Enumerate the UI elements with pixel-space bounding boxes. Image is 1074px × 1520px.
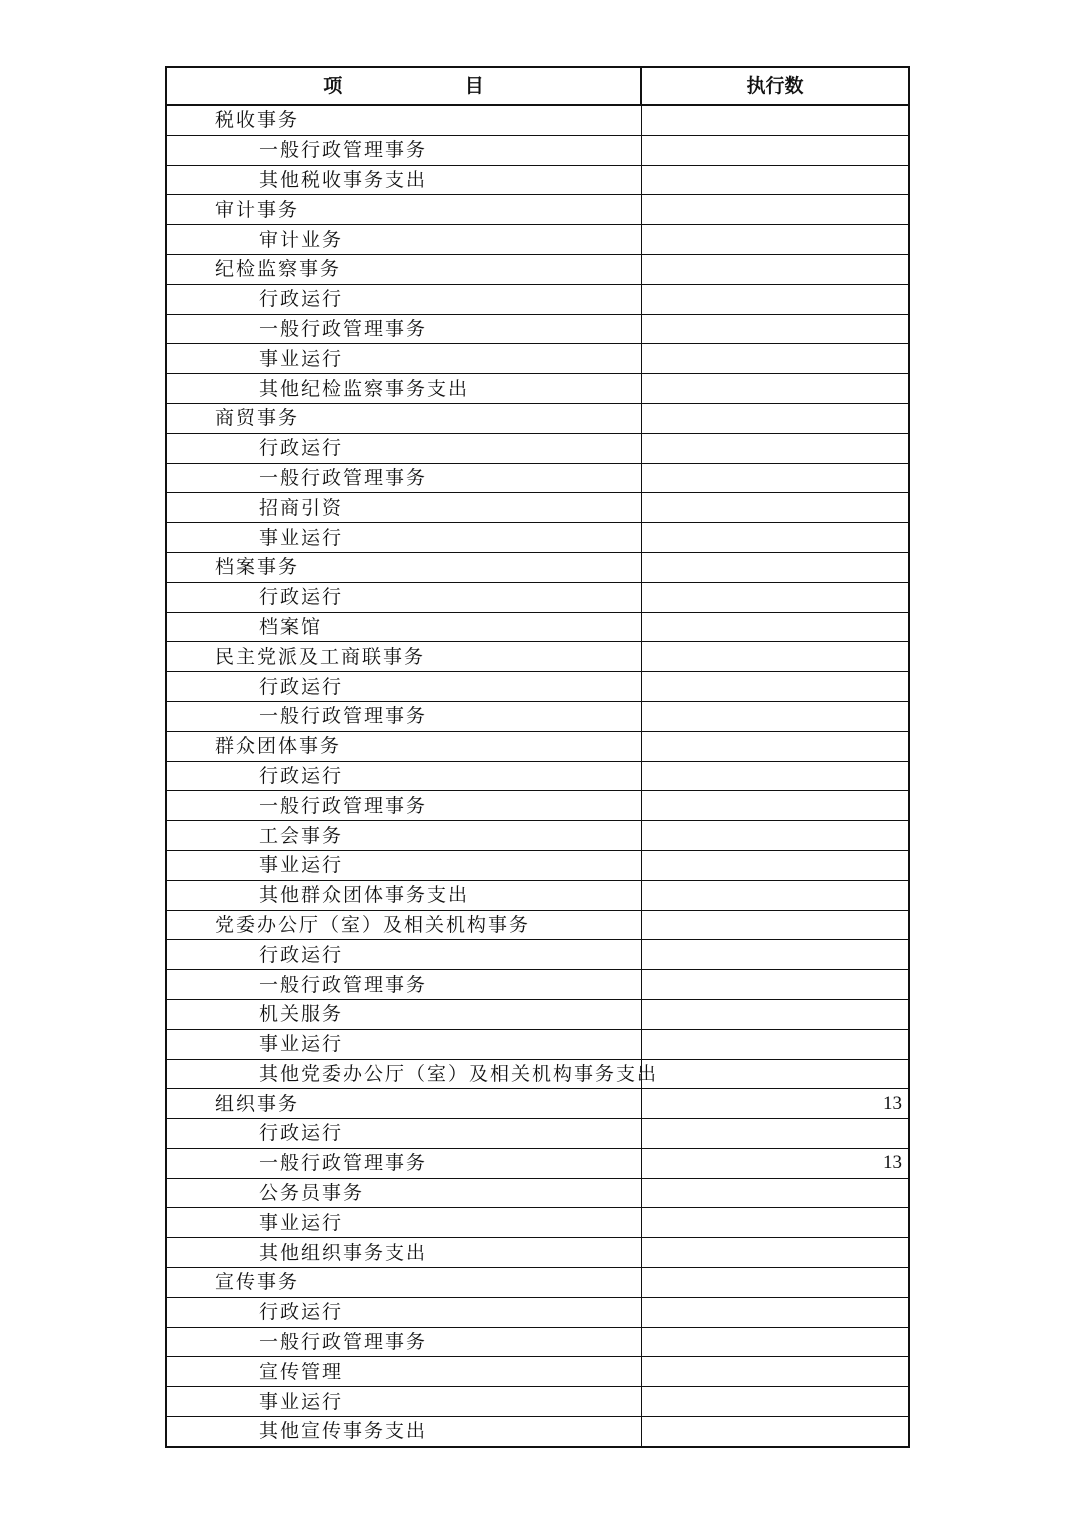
table-row (166, 880, 909, 910)
subcategory-label: 一般行政管理事务 (166, 463, 641, 493)
table-row (166, 701, 909, 731)
execution-value (641, 374, 909, 404)
category-label: 税收事务 (166, 105, 641, 135)
table-row (166, 850, 909, 880)
execution-value (641, 165, 909, 195)
category-label: 纪检监察事务 (166, 254, 641, 284)
subcategory-label: 一般行政管理事务 (166, 135, 641, 165)
table-row (166, 999, 909, 1029)
subcategory-label: 宣传管理 (166, 1357, 641, 1387)
execution-value: 13 (641, 1089, 909, 1119)
execution-value (641, 672, 909, 702)
execution-value (641, 821, 909, 851)
table-body (166, 105, 909, 1447)
table-row (166, 642, 909, 672)
execution-value (641, 1297, 909, 1327)
execution-value (641, 761, 909, 791)
execution-value (641, 701, 909, 731)
category-label: 审计事务 (166, 195, 641, 225)
execution-value (641, 463, 909, 493)
execution-value (641, 314, 909, 344)
table-row (166, 672, 909, 702)
execution-value (641, 940, 909, 970)
execution-value: 13 (641, 1148, 909, 1178)
execution-value (641, 1208, 909, 1238)
execution-value (641, 254, 909, 284)
table-row (166, 463, 909, 493)
execution-value (641, 731, 909, 761)
table-row (166, 493, 909, 523)
execution-value (641, 970, 909, 1000)
category-label: 群众团体事务 (166, 731, 641, 761)
execution-value (641, 612, 909, 642)
subcategory-label: 一般行政管理事务 (166, 1327, 641, 1357)
subcategory-label: 一般行政管理事务 (166, 314, 641, 344)
subcategory-label: 档案馆 (166, 612, 641, 642)
table-row (166, 791, 909, 821)
table-row (166, 940, 909, 970)
category-label: 党委办公厅（室）及相关机构事务 (166, 910, 641, 940)
subcategory-label: 行政运行 (166, 433, 641, 463)
subcategory-label: 工会事务 (166, 821, 641, 851)
execution-value (641, 195, 909, 225)
table-row (166, 1089, 909, 1119)
execution-value (641, 1387, 909, 1417)
execution-value (641, 1238, 909, 1268)
execution-value (641, 1119, 909, 1149)
subcategory-label: 一般行政管理事务 (166, 701, 641, 731)
table-row (166, 1238, 909, 1268)
subcategory-label: 公务员事务 (166, 1178, 641, 1208)
subcategory-label: 事业运行 (166, 850, 641, 880)
execution-value (641, 1268, 909, 1298)
execution-value (641, 523, 909, 553)
table-header-row (166, 67, 909, 105)
subcategory-label: 事业运行 (166, 1387, 641, 1417)
subcategory-label: 一般行政管理事务 (166, 970, 641, 1000)
execution-value (641, 1417, 909, 1447)
table-row (166, 403, 909, 433)
execution-value (641, 105, 909, 135)
table-row (166, 225, 909, 255)
table-row (166, 344, 909, 374)
subcategory-label: 一般行政管理事务 (166, 791, 641, 821)
execution-value (641, 433, 909, 463)
execution-value (641, 225, 909, 255)
execution-value (641, 910, 909, 940)
table-row (166, 1119, 909, 1149)
table-row (166, 523, 909, 553)
table-row (166, 284, 909, 314)
category-label: 民主党派及工商联事务 (166, 642, 641, 672)
table-row (166, 1327, 909, 1357)
table-row (166, 135, 909, 165)
table-row (166, 1268, 909, 1298)
subcategory-label: 行政运行 (166, 761, 641, 791)
table-row (166, 1417, 909, 1447)
table-row (166, 1208, 909, 1238)
execution-value (641, 582, 909, 612)
execution-value (641, 552, 909, 582)
subcategory-label: 其他宣传事务支出 (166, 1417, 641, 1447)
subcategory-label: 其他党委办公厅（室）及相关机构事务支出 (166, 1059, 641, 1089)
subcategory-label: 行政运行 (166, 940, 641, 970)
category-label: 档案事务 (166, 552, 641, 582)
execution-value (641, 493, 909, 523)
execution-value (641, 1029, 909, 1059)
subcategory-label: 机关服务 (166, 999, 641, 1029)
subcategory-label: 招商引资 (166, 493, 641, 523)
table-row (166, 1178, 909, 1208)
subcategory-label: 其他纪检监察事务支出 (166, 374, 641, 404)
subcategory-label: 事业运行 (166, 344, 641, 374)
execution-value (641, 791, 909, 821)
header-value: 执行数 (641, 67, 909, 105)
subcategory-label: 其他组织事务支出 (166, 1238, 641, 1268)
execution-value (641, 1178, 909, 1208)
category-label: 商贸事务 (166, 403, 641, 433)
subcategory-label: 一般行政管理事务 (166, 1148, 641, 1178)
table-row (166, 821, 909, 851)
subcategory-label: 行政运行 (166, 1297, 641, 1327)
execution-value (641, 880, 909, 910)
subcategory-label: 行政运行 (166, 582, 641, 612)
table-row (166, 582, 909, 612)
execution-value (641, 135, 909, 165)
table-row (166, 970, 909, 1000)
table-row (166, 254, 909, 284)
subcategory-label: 审计业务 (166, 225, 641, 255)
execution-value (641, 642, 909, 672)
subcategory-label: 行政运行 (166, 284, 641, 314)
execution-value (641, 1327, 909, 1357)
table-row (166, 761, 909, 791)
subcategory-label: 事业运行 (166, 1029, 641, 1059)
execution-value (641, 284, 909, 314)
execution-value (641, 850, 909, 880)
table-row (166, 612, 909, 642)
table-row (166, 195, 909, 225)
table-row (166, 1387, 909, 1417)
table-row (166, 314, 909, 344)
subcategory-label: 事业运行 (166, 523, 641, 553)
table-row (166, 165, 909, 195)
execution-value (641, 1059, 909, 1089)
subcategory-label: 行政运行 (166, 1119, 641, 1149)
header-item: 项 目 (166, 67, 641, 105)
table-row (166, 1148, 909, 1178)
table-row (166, 731, 909, 761)
subcategory-label: 其他税收事务支出 (166, 165, 641, 195)
table-row (166, 1357, 909, 1387)
execution-value (641, 403, 909, 433)
table-row (166, 552, 909, 582)
subcategory-label: 行政运行 (166, 672, 641, 702)
table-row (166, 105, 909, 135)
table-row (166, 1029, 909, 1059)
execution-value (641, 344, 909, 374)
expenditure-table (165, 66, 910, 1448)
table-row (166, 910, 909, 940)
category-label: 宣传事务 (166, 1268, 641, 1298)
subcategory-label: 事业运行 (166, 1208, 641, 1238)
execution-value (641, 1357, 909, 1387)
table-row (166, 1297, 909, 1327)
subcategory-label: 其他群众团体事务支出 (166, 880, 641, 910)
category-label: 组织事务 (166, 1089, 641, 1119)
table-row (166, 433, 909, 463)
table-row (166, 374, 909, 404)
table-row (166, 1059, 909, 1089)
execution-value (641, 999, 909, 1029)
